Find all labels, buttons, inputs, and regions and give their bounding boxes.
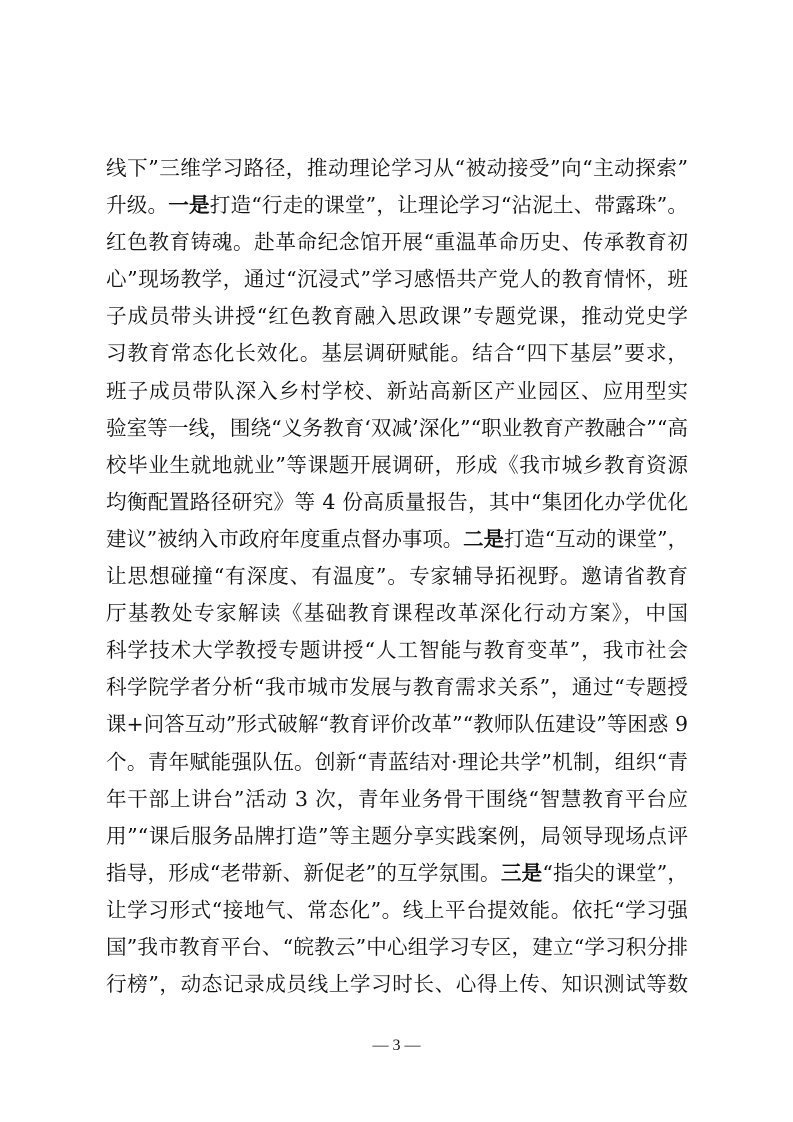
text-segment: 打造“互动的课堂”， bbox=[503, 526, 688, 551]
text-line bbox=[106, 187, 688, 224]
text-line bbox=[106, 150, 688, 187]
text-segment: 建议”被纳入市政府年度重点督办事项。 bbox=[106, 526, 464, 551]
text-segment: 让思想碰撞“有深度、有温度”。专家辅导拓视野。邀请省教育 bbox=[106, 564, 688, 589]
text-line bbox=[106, 855, 688, 892]
text-segment: 班子成员带队深入乡村学校、新站高新区产业园区、应用型实 bbox=[106, 378, 688, 403]
text-segment: 心”现场教学，通过“沉浸式”学习感悟共产党人的教育情怀，班 bbox=[106, 267, 688, 292]
text-segment: 厅基教处专家解读《基础教育课程改革深化行动方案》，中国 bbox=[106, 601, 688, 626]
text-line bbox=[106, 781, 688, 818]
text-segment: 红色教育铸魂。赴革命纪念馆开展“重温革命历史、传承教育初 bbox=[106, 230, 688, 255]
text-segment: 验室等一线，围绕“义务教育‘双减’深化”“职业教育产教融合”“高 bbox=[106, 415, 688, 440]
text-segment: 让学习形式“接地气、常态化”。线上平台提效能。依托“学习强 bbox=[106, 897, 688, 922]
text-line bbox=[106, 335, 688, 372]
text-segment: 国”我市教育平台、“皖教云”中心组学习专区，建立“学习积分排 bbox=[106, 934, 688, 959]
text-segment: 行榜”，动态记录成员线上学习时长、心得上传、知识测试等数 bbox=[106, 972, 688, 997]
text-line bbox=[106, 558, 688, 595]
text-line bbox=[106, 669, 688, 706]
text-line bbox=[106, 595, 688, 632]
text-segment: 课+问答互动”形式破解“教育评价改革”“教师队伍建设”等困惑 9 bbox=[106, 712, 688, 737]
text-line bbox=[106, 892, 688, 929]
text-segment: “指尖的课堂”， bbox=[542, 860, 689, 885]
text-line bbox=[106, 447, 688, 484]
text-segment: 科学技术大学教授专题讲授“人工智能与教育变革”，我市社会 bbox=[106, 638, 688, 663]
text-segment: 习教育常态化长效化。基层调研赋能。结合“四下基层”要求， bbox=[106, 341, 688, 366]
text-line bbox=[106, 966, 688, 1003]
text-line bbox=[106, 224, 688, 261]
body-paragraph bbox=[106, 150, 688, 1003]
text-line bbox=[106, 261, 688, 298]
text-line bbox=[106, 298, 688, 335]
text-segment: 科学院学者分析“我市城市发展与教育需求关系”，通过“专题授 bbox=[106, 675, 688, 700]
text-line bbox=[106, 818, 688, 855]
text-line bbox=[106, 706, 688, 743]
text-segment: 线下”三维学习路径，推动理论学习从“被动接受”向“主动探索” bbox=[106, 156, 688, 180]
text-segment: 校毕业生就地就业”等课题开展调研，形成《我市城乡教育资源 bbox=[106, 452, 688, 477]
bold-keyword: 二是 bbox=[463, 526, 504, 551]
text-line bbox=[106, 929, 688, 966]
text-segment: 年干部上讲台”活动 3 次，青年业务骨干围绕“智慧教育平台应 bbox=[106, 786, 688, 811]
text-line bbox=[106, 373, 688, 410]
text-segment: 均衡配置路径研究》等 4 份高质量报告，其中“集团化办学优化 bbox=[106, 489, 688, 514]
bold-keyword: 三是 bbox=[500, 860, 543, 885]
text-line bbox=[106, 484, 688, 521]
text-line bbox=[106, 632, 688, 669]
text-segment: 个。青年赋能强队伍。创新“青蓝结对·理论共学”机制，组织“青 bbox=[106, 749, 688, 774]
page-number: — 3 — bbox=[372, 1037, 421, 1054]
text-line bbox=[106, 521, 688, 558]
text-segment: 子成员带头讲授“红色教育融入思政课”专题党课，推动党史学 bbox=[106, 304, 688, 329]
text-segment: 指导，形成“老带新、新促老”的互学氛围。 bbox=[106, 860, 501, 885]
bold-keyword: 一是 bbox=[168, 193, 210, 218]
text-segment: 升级。 bbox=[106, 193, 169, 218]
text-line bbox=[106, 744, 688, 781]
text-segment: 用”“课后服务品牌打造”等主题分享实践案例，局领导现场点评 bbox=[106, 823, 688, 848]
text-segment: 打造“行走的课堂”，让理论学习“沾泥土、带露珠”。 bbox=[209, 193, 689, 218]
text-line bbox=[106, 410, 688, 447]
